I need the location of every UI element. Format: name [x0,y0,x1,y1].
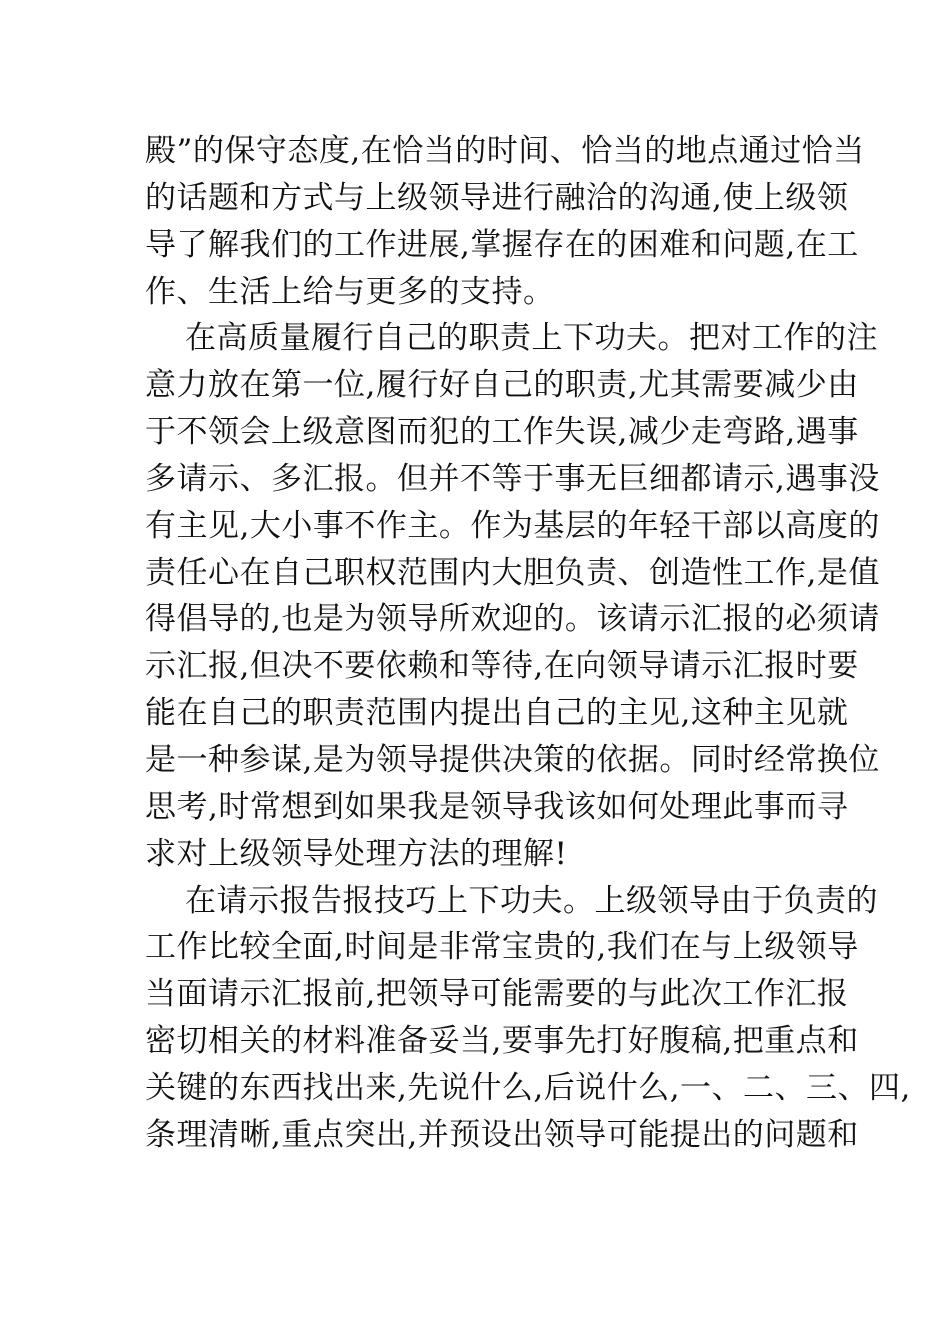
text-line: 责任心在自己职权范围内大胆负责、创造性工作,是值 [145,554,880,591]
text-line: 作、生活上给与更多的支持。 [145,273,555,310]
text-line: 求对上级领导处理方法的理解! [145,835,568,872]
paragraph-first-line: 在请示报告报技巧上下功夫。上级领导由于负责的 [185,882,878,919]
text-line: 密切相关的材料准备妥当,要事先打好腹稿,把重点和 [145,1023,859,1060]
text-line: 导了解我们的工作进展,掌握存在的困难和问题,在工 [145,226,859,263]
text-line: 殿”的保守态度,在恰当的时间、恰当的地点通过恰当 [145,133,865,169]
text-line: 当面请示汇报前,把领导可能需要的与此次工作汇报 [145,976,849,1013]
text-line: 有主见,大小事不作主。作为基层的年轻干部以高度的 [145,507,880,544]
text-line: 多请示、多汇报。但并不等于事无巨细都请示,遇事没 [145,460,880,497]
text-line: 思考,时常想到如果我是领导我该如何处理此事而寻 [145,788,849,825]
text-line: 示汇报,但决不要依赖和等待,在向领导请示汇报时要 [145,648,859,685]
text-line: 的话题和方式与上级领导进行融洽的沟通,使上级领 [145,179,849,216]
text-line: 能在自己的职责范围内提出自己的主见,这种主见就 [145,695,849,732]
paragraph-first-line: 在高质量履行自己的职责上下功夫。把对工作的注 [185,320,878,357]
text-line: 意力放在第一位,履行好自己的职责,尤其需要减少由 [145,367,859,404]
text-line: 工作比较全面,时间是非常宝贵的,我们在与上级领导 [145,929,859,966]
text-line: 条理清晰,重点突出,并预设出领导可能提出的问题和 [145,1116,859,1153]
text-line: 得倡导的,也是为领导所欢迎的。该请示汇报的必须请 [145,601,880,638]
text-line: 是一种参谋,是为领导提供决策的依据。同时经常换位 [145,741,880,778]
text-line: 关键的东西找出来,先说什么,后说什么,一、二、三、四, [145,1069,911,1106]
body-text [145,128,911,1159]
text-line: 于不领会上级意图而犯的工作失误,减少走弯路,遇事 [145,414,859,451]
